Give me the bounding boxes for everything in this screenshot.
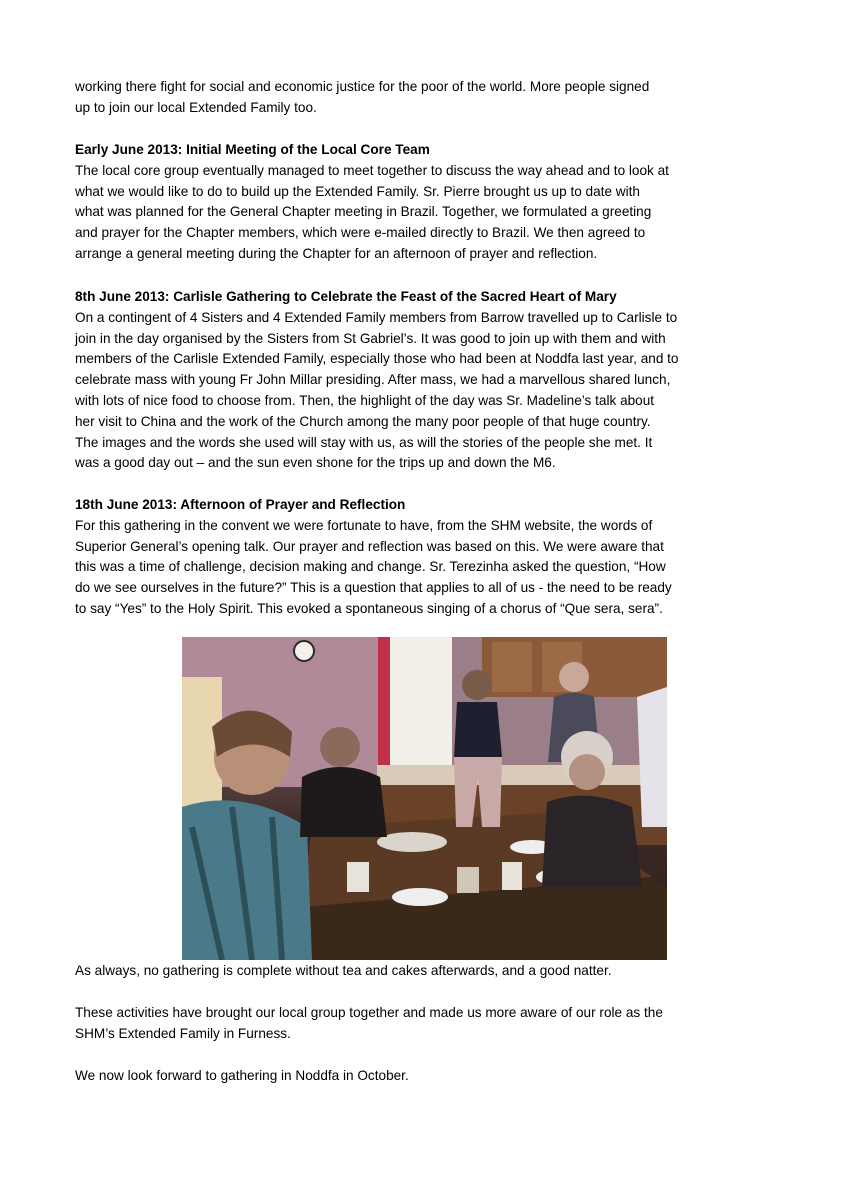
text-line: join in the day organised by the Sisters from St Gabriel’s. It was good to join up with them and with [75,330,666,346]
text-line: arrange a general meeting during the Chapter for an afternoon of prayer and reflection. [75,245,598,261]
section-prayer-reflection [75,495,775,620]
text-line: The images and the words she used will stay with us, as will the stories of the people she met. It [75,434,653,450]
text-line: up to join our local Extended Family too. [75,99,317,115]
text-line: working there fight for social and economic justice for the poor of the world. More people signed [75,79,650,94]
text-line: was a good day out – and the sun even shone for the trips up and down the M6. [75,455,556,471]
gathering-photo-illustration [182,637,667,960]
text-line: These activities have brought our local group together and made us more aware of our role as the [75,1005,663,1020]
gathering-photo [182,637,667,960]
text-line: with lots of nice food to choose from. Then, the highlight of the day was Sr. Madeline’s talk about [75,392,655,408]
text-line: and prayer for the Chapter members, which were e-mailed directly to Brazil. We then agreed to [75,225,646,241]
section-heading: Early June 2013: Initial Meeting of the Local Core Team [75,142,430,157]
text-line: For this gathering in the convent we were fortunate to have, from the SHM website, the words of [75,517,653,533]
text-line: We now look forward to gathering in Noddfa in October. [75,1068,409,1083]
caption-text: As always, no gathering is complete without tea and cakes afterwards, and a good natter. [75,963,612,978]
text-line: this was a time of challenge, decision making and change. Sr. Terezinha asked the question, “How [75,559,666,575]
text-line: SHM’s Extended Family in Furness. [75,1025,291,1041]
section-heading: 8th June 2013: Carlisle Gathering to Celebrate the Feast of the Sacred Heart of Mary [75,289,617,304]
section-heading: 18th June 2013: Afternoon of Prayer and Reflection [75,497,406,512]
text-line: celebrate mass with young Fr John Millar presiding. After mass, we had a marvellous shared lunch, [75,372,671,388]
text-line: to say “Yes” to the Holy Spirit. This evoked a spontaneous singing of a chorus of “Que sera, sera”. [75,600,663,616]
text-line: do we see ourselves in the future?” This is a question that applies to all of us - the need to be ready [75,580,672,596]
text-line: her visit to China and the work of the Church among the many poor people of that huge country. [75,413,651,429]
section-early-june [75,140,775,265]
text-line: what we would like to do to build up the Extended Family. Sr. Pierre brought us up to date with [75,183,640,199]
text-line: The local core group eventually managed to meet together to discuss the way ahead and to look at [75,162,669,178]
photo-caption [75,961,775,982]
closing-paragraph [75,1003,775,1045]
text-line: members of the Carlisle Extended Family, especially those who had been at Noddfa last year, and to [75,351,679,367]
section-carlisle-gathering [75,287,775,474]
intro-paragraph [75,77,775,119]
text-line: what was planned for the General Chapter meeting in Brazil. Together, we formulated a greeting [75,204,652,220]
text-line: On a contingent of 4 Sisters and 4 Extended Family members from Barrow travelled up to Carlisle to [75,309,678,325]
final-paragraph [75,1066,775,1087]
text-line: Superior General’s opening talk. Our prayer and reflection was based on this. We were aware that [75,538,664,554]
